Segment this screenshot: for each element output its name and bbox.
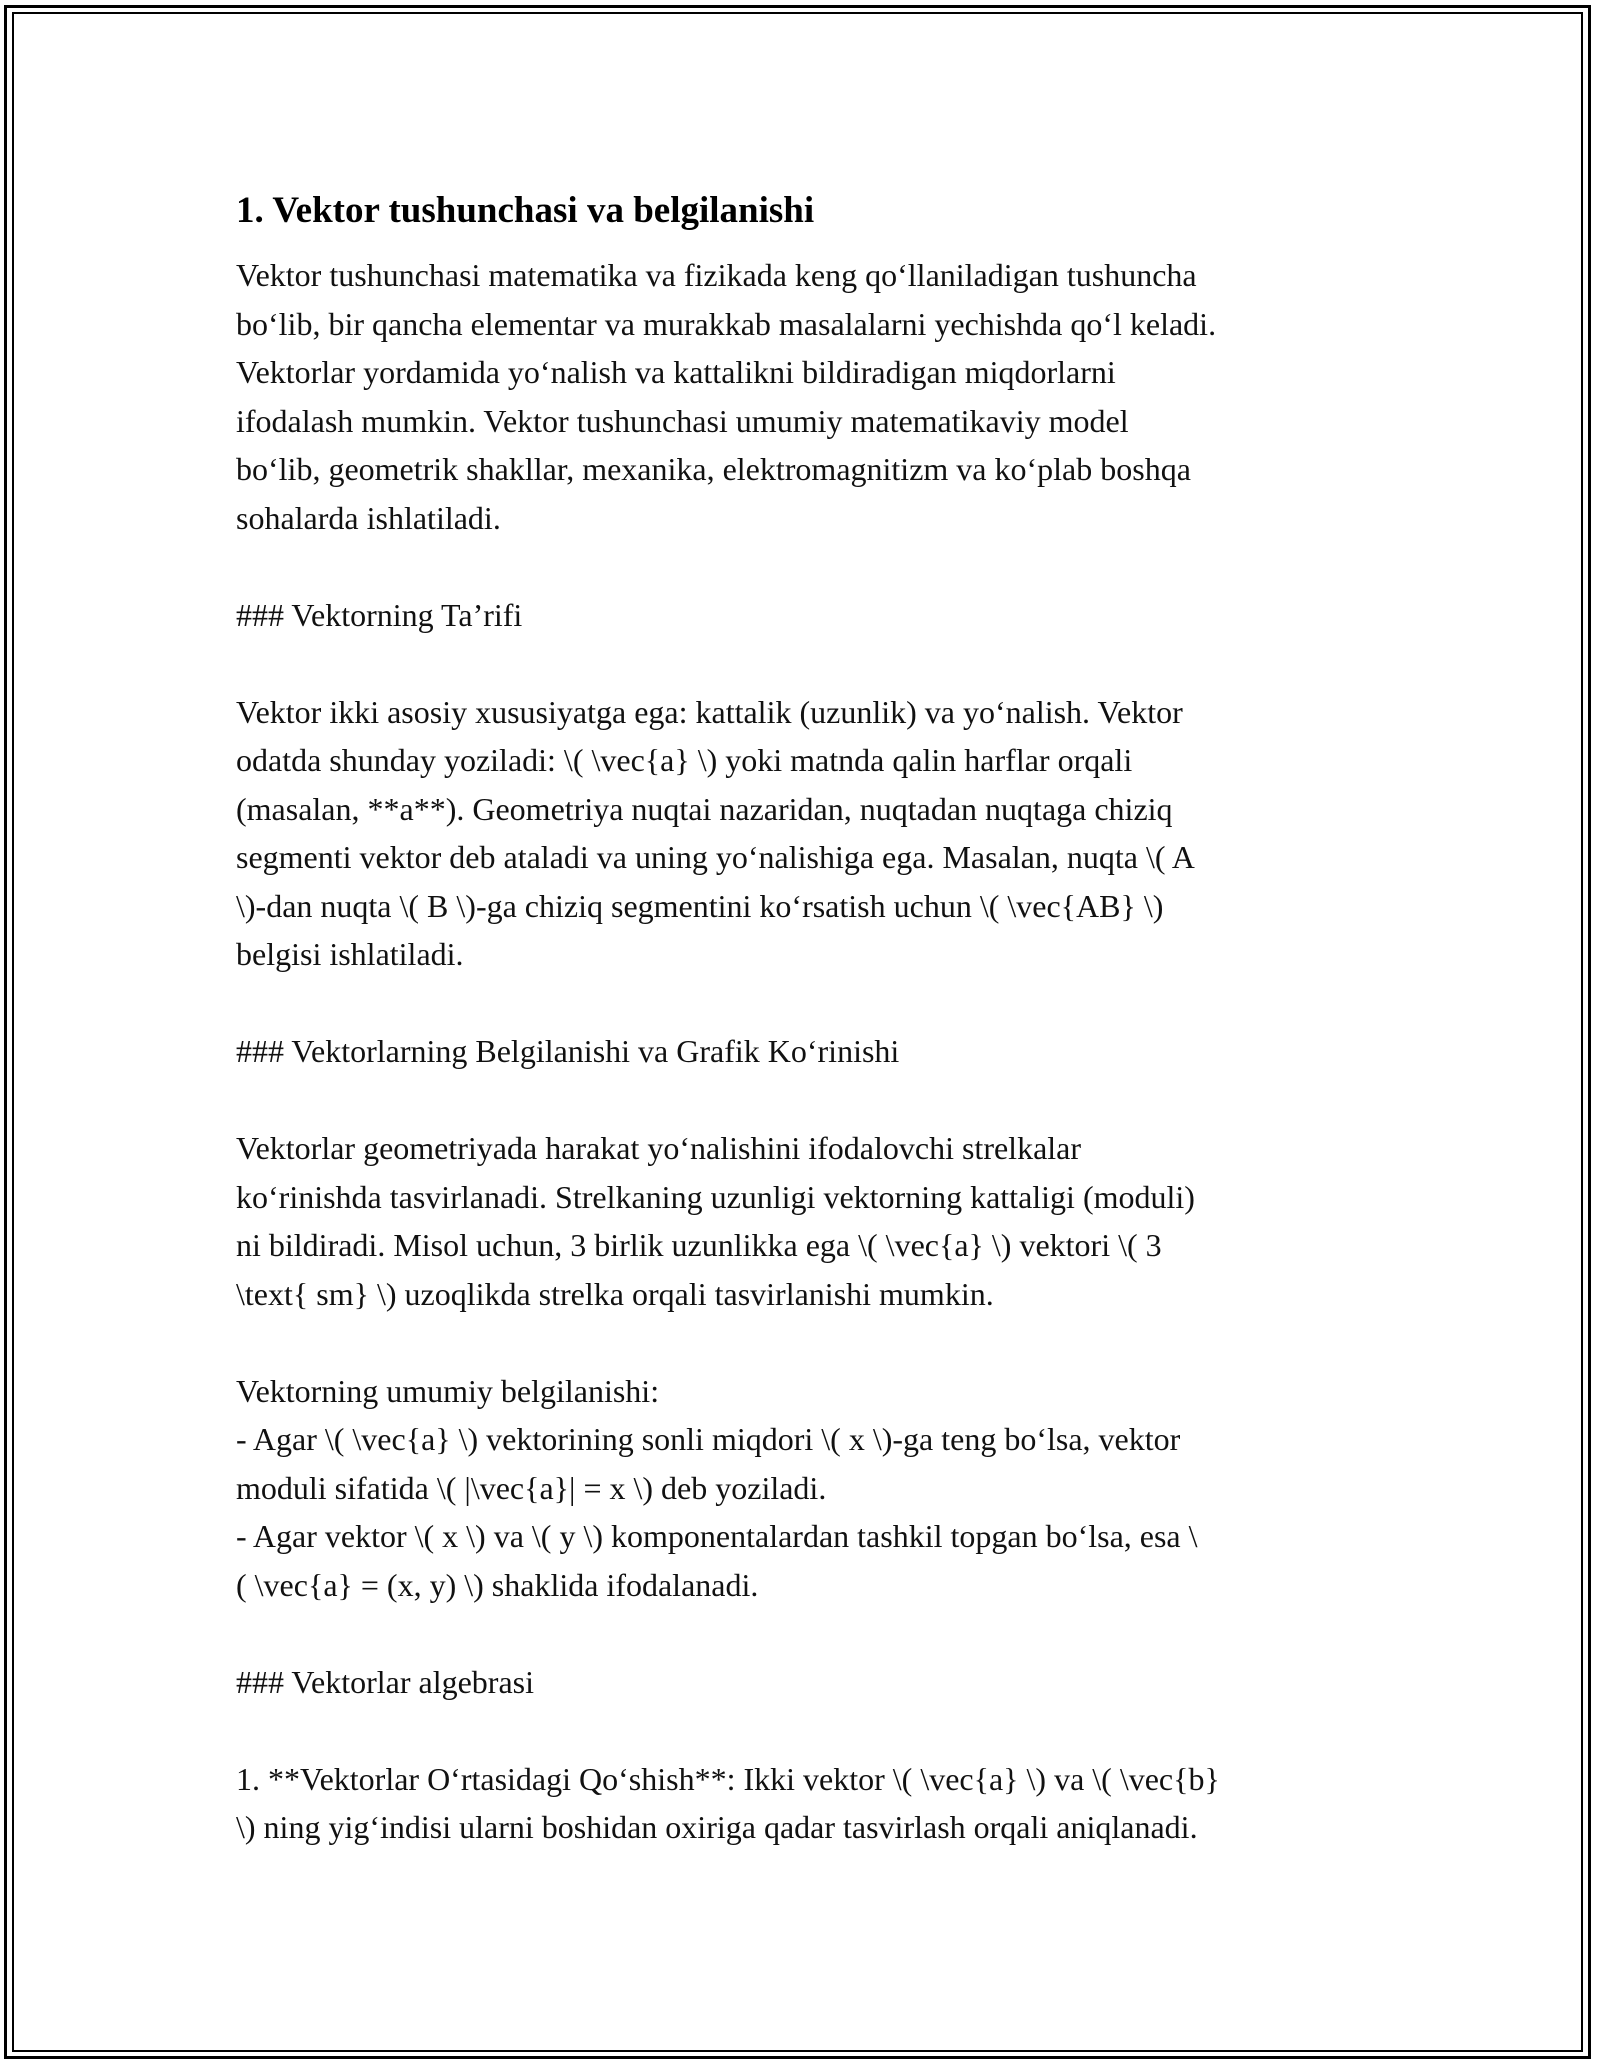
section-heading-algebra: ### Vektorlar algebrasi (236, 1663, 534, 1700)
section-heading-notation: ### Vektorlarning Belgilanishi va Grafik Ko‘rinishi (236, 1033, 900, 1069)
spacer (236, 1609, 1366, 1658)
document-title: 1. Vektor tushunchasi va belgilanishi (236, 190, 815, 231)
spacer (236, 979, 1366, 1028)
intro-paragraph: Vektor tushunchasi matematika va fizikada keng qo‘llaniladigan tushuncha bo‘lib, bir qancha elementar va murakkab masalalarni yechishda qo‘l keladi. Vektorlar yordamida yo‘nalish va kattalikni bildiradigan miqdorlarni ifodalash mumkin. Vektor tushunchasi umumiy matematikaviy model bo‘lib, geometrik shakllar, mexanika, elektromagnitizm va ko‘plab boshqa sohalarda ishlatiladi. (236, 257, 1217, 536)
spacer (236, 1706, 1366, 1755)
notation-paragraph: Vektorlar geometriyada harakat yo‘nalishini ifodalovchi strelkalar ko‘rinishda tasvirlanadi. Strelkaning uzunligi vektorning kattaligi (moduli) ni bildiradi. Misol uchun, 3 birlik uzunlikka ega \( \vec{a} \) vektori \( 3 \text{ sm} \) uzoqlikda strelka orqali tasvirlanishi mumkin. (236, 1130, 1195, 1312)
spacer (236, 1076, 1366, 1125)
spacer (236, 1318, 1366, 1367)
section-heading-definition: ### Vektorning Ta’rifi (236, 596, 523, 633)
spacer (236, 639, 1366, 688)
definition-paragraph: Vektor ikki asosiy xususiyatga ega: kattalik (uzunlik) va yo‘nalish. Vektor odatda shunday yoziladi: \( \vec{a} \) yoki matnda qalin harflar orqali (masalan, **a**). Geometriya nuqtai nazaridan, nuqtadan nuqtaga chiziq segmenti vektor deb ataladi va uning yo‘nalishiga ega. Masalan, nuqta \( A \)-dan nuqta \( B \)-ga chiziq segmentini ko‘rsatish uchun \( \vec{AB} \) belgisi ishlatiladi. (236, 693, 1195, 972)
spacer (236, 542, 1366, 591)
algebra-paragraph: 1. **Vektorlar O‘rtasidagi Qo‘shish**: Ikki vektor \( \vec{a} \) va \( \vec{b} \) ning yig‘indisi ularni boshidan oxiriga qadar tasvirlash orqali aniqlanadi. (236, 1760, 1220, 1845)
notation-list: Vektorning umumiy belgilanishi: - Agar \( \vec{a} \) vektorining sonli miqdori \( x \)-ga teng bo‘lsa, vektor moduli sifatida \( |\vec{a}| = x \) deb yoziladi. - Agar vektor \( x \) va \( y \) komponentalardan tashkil topgan bo‘lsa, esa \ ( \vec{a} = (x, y) \) shaklida ifodalanadi. (236, 1372, 1198, 1603)
document-body (236, 185, 1366, 1852)
